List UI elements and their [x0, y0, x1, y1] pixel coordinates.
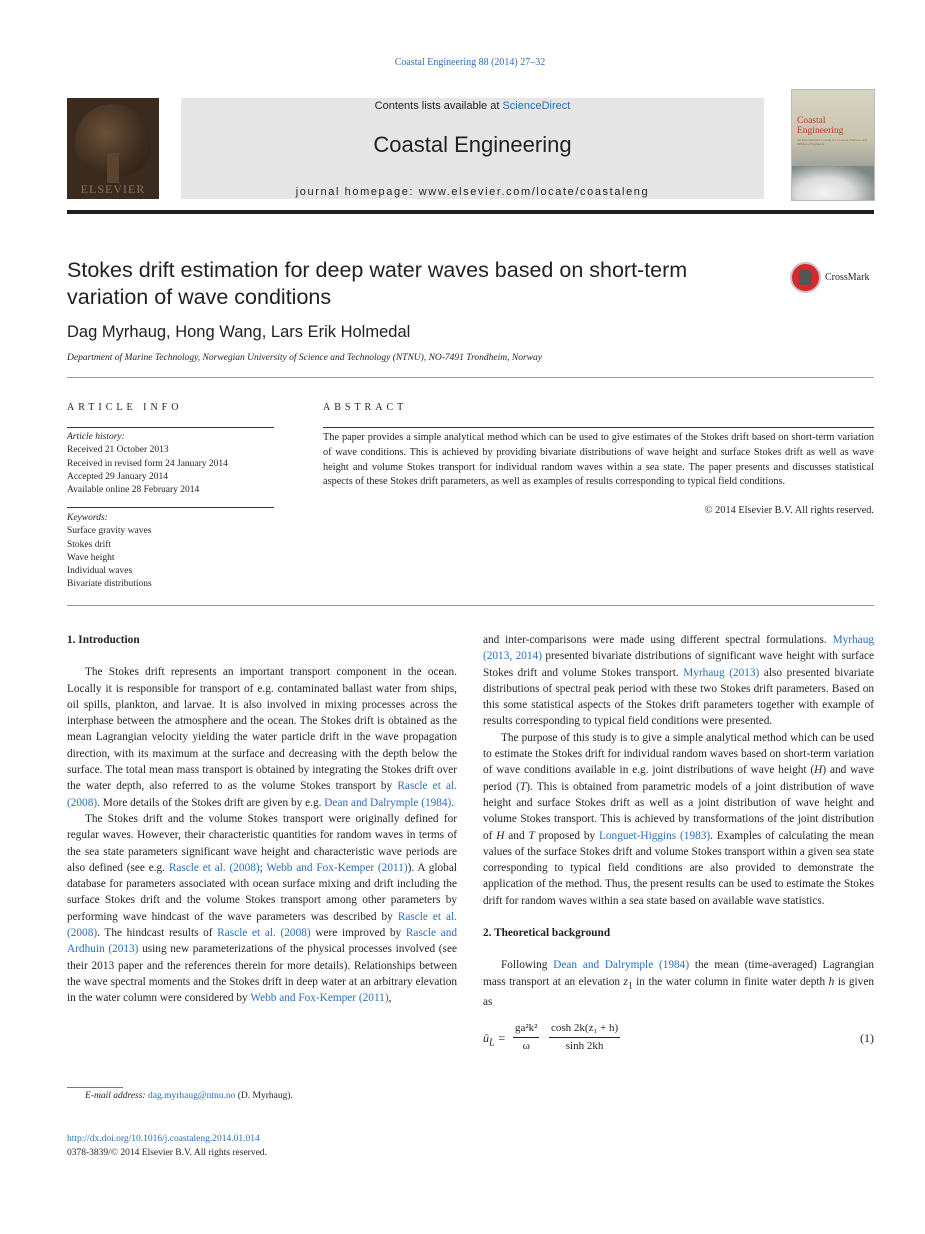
citation-link[interactable]: Myrhaug (2013, 2014) — [483, 634, 874, 663]
cover-wave-image — [792, 166, 874, 200]
body-column-left — [67, 632, 457, 1007]
issn-copyright: 0378-3839/© 2014 Elsevier B.V. All rights reserved. — [67, 1148, 267, 1158]
affiliation: Department of Marine Technology, Norwegian University of Science and Technology (NTNU), NO-7491 Trondheim, Norway — [67, 353, 542, 363]
cover-subtitle: An International Journal for Coastal, Harbour and Offshore Engineers — [797, 138, 867, 146]
paragraph: The Stokes drift represents an important transport component in the ocean. Locally it is responsible for transport of e.g. contaminated ballast water from ships, oil spills, plankton, and larvae. It is also involved in mixing processes across the interphase between the atmosphere and the ocean. The Stokes drift is obtained as the mean Lagrangian velocity yielding the water particle drift in the wave propagation direction, with its maximum at the surface and decreasing with the depth below the surface. The total mean mass transport is obtained by integrating the Stokes drift over the water depth, also referred to as the volume Stokes transport by Rascle et al. (2008). More details of the Stokes drift are given by e.g. Dean and Dalrymple (1984). — [67, 666, 457, 809]
citation-link[interactable]: Myrhaug (2013) — [683, 666, 760, 679]
doi-link[interactable]: http://dx.doi.org/10.1016/j.coastaleng.2014.01.014 — [67, 1134, 260, 1144]
author-list: Dag Myrhaug, Hong Wang, Lars Erik Holmedal — [67, 323, 411, 341]
equation-number: (1) — [860, 1031, 874, 1046]
equation-lhs: $ū_L$ = — [483, 1031, 506, 1049]
citation-link[interactable]: Rascle et al. (2008) — [67, 780, 457, 809]
citation-link[interactable]: Rascle and Ardhuin (2013) — [67, 927, 457, 956]
equation-1 — [483, 1020, 874, 1056]
crossmark-icon — [790, 262, 821, 293]
history-accepted: Accepted 29 January 2014 — [67, 471, 169, 482]
keywords-label: Keywords: — [67, 513, 108, 523]
divider — [67, 605, 874, 606]
citation-link[interactable]: Dean and Dalrymple (1984) — [553, 959, 690, 972]
paragraph: The purpose of this study is to give a simple analytical method which can be used to estimate the Stokes drift for individual random waves based on short-term variation of wave conditions available in e.g. joint distributions of wave height (H) and wave period (T). This is obtained from parametric models of a joint distribution of wave height and surface Stokes drift as well as a joint distribution of wave height and volume Stokes transport. This is achieved by transformations of the joint distribution of H and T proposed by Longuet-Higgins (1983). Examples of calculating the mean values of the surface Stokes drift and volume Stokes transport within a given sea state corresponding to typical field conditions are also provided to demonstrate the application of the method. Thus, the present results can be used to estimate the Stokes drift for random waves within a sea state based on available wave statistics. — [483, 731, 874, 907]
contents-line: Contents lists available at ScienceDirect — [374, 100, 571, 112]
article-info-heading: ARTICLE INFO — [67, 402, 183, 413]
divider — [67, 427, 274, 428]
abstract-heading: ABSTRACT — [323, 402, 408, 413]
history-label: Article history: — [67, 432, 125, 442]
section-heading: 2. Theoretical background — [483, 927, 611, 940]
paragraph: and inter-comparisons were made using different spectral formulations. Myrhaug (2013, 2014) presented bivariate distributions of significant wave height with surface Stokes drift and volume Stokes transport. Myrhaug (2013) also presented bivariate distributions of spectral peak period with these two Stokes drift parameters. Based on this some statistical aspects of the Stokes drift parameters together with example of results corresponding to typical field conditions were presented. — [483, 634, 874, 728]
abstract-text: The paper provides a simple analytical method which can be used to give estimates of the Stokes drift based on short-term variation of wave conditions. This is achieved by providing bivariate distributions of wave height and surface Stokes drift as well as wave height and volume Stokes transport for individual random waves within a sea state. The paper presents and discusses statistical aspects of these Stokes drift parameters, as well as examples of results corresponding to typical field conditions. — [323, 432, 874, 488]
keywords — [67, 512, 274, 592]
citation-link[interactable]: Longuet-Higgins (1983) — [599, 829, 711, 842]
sciencedirect-link[interactable]: ScienceDirect — [502, 100, 571, 112]
equation-fraction-1: $\frac{\text{ga²k²}}{\omega}$ — [515, 1022, 538, 1052]
divider — [67, 507, 274, 508]
tree-trunk-icon — [107, 153, 119, 183]
crossmark-label: CrossMark — [825, 272, 870, 283]
citation-link[interactable]: Rascle et al. (2008) — [67, 910, 458, 940]
footnote-rule — [67, 1087, 123, 1088]
divider — [67, 377, 874, 378]
citation-link[interactable]: Rascle et al. (2008) — [217, 927, 311, 940]
history-received: Received 21 October 2013 — [67, 445, 169, 456]
equation-fraction-2: $\frac{\text{cosh 2k(z₁ + h)}}{\sinh 2kh}$ — [551, 1022, 619, 1052]
keyword: Bivariate distributions — [67, 579, 152, 590]
crossmark-badge[interactable] — [790, 262, 880, 296]
citation-link[interactable]: Rascle et al. (2008) — [168, 861, 260, 874]
keyword: Wave height — [67, 552, 115, 563]
divider — [323, 427, 874, 428]
journal-homepage[interactable]: journal homepage: www.elsevier.com/locate/coastaleng — [295, 186, 650, 198]
paragraph: Following Dean and Dalrymple (1984) the mean (time-averaged) Lagrangian mass transport at an elevation $z_1$ in the water column in finite water depth h is given as — [483, 959, 874, 1009]
keyword: Individual waves — [67, 566, 133, 577]
keyword: Stokes drift — [67, 539, 112, 550]
citation-link[interactable]: Dean and Dalrymple (1984) — [324, 796, 452, 809]
history-revised: Received in revised form 24 January 2014 — [67, 458, 228, 469]
publisher-name: ELSEVIER — [80, 182, 146, 196]
body-column-right — [483, 632, 874, 1056]
journal-citation[interactable]: Coastal Engineering 88 (2014) 27–32 — [394, 57, 546, 68]
article-title: Stokes drift estimation for deep water waves based on short-term variation of wave conditions — [67, 258, 688, 309]
header-rule — [67, 210, 874, 214]
elsevier-logo[interactable] — [67, 98, 159, 199]
history-online: Available online 28 February 2014 — [67, 485, 200, 496]
abstract-copyright: © 2014 Elsevier B.V. All rights reserved. — [704, 505, 874, 516]
cover-title: Coastal Engineering — [797, 116, 844, 136]
journal-name: Coastal Engineering — [373, 132, 572, 157]
keyword: Surface gravity waves — [67, 526, 152, 537]
section-heading: 1. Introduction — [67, 634, 140, 646]
journal-cover-thumbnail[interactable] — [791, 89, 875, 201]
citation-link[interactable]: Webb and Fox-Kemper (2011) — [266, 861, 408, 874]
article-history — [67, 431, 274, 497]
footnote: E-mail address: dag.myrhaug@ntnu.no (D. Myrhaug). — [85, 1091, 293, 1101]
citation-link[interactable]: Webb and Fox-Kemper (2011) — [250, 992, 389, 1005]
paragraph: The Stokes drift and the volume Stokes transport were originally defined for regular waves. However, their characteristic quantities for random waves in terms of the sea state parameters significant wave height and characteristic wave periods are also defined (see e.g. Rascle et al. (2008); Webb and Fox-Kemper (2011)). A global database for parameters associated with ocean surface mixing and drift including the surface Stokes drift and the volume Stokes transport among other parameters by performing wave hindcast of the wave parameters was described by Rascle et al. (2008). The hindcast results of Rascle et al. (2008) were improved by Rascle and Ardhuin (2013) using new parameterizations of the physical processes involved (see their 2013 paper and the references therein for more details). Relationships between the wave spectral moments and the Stokes drift in deep water at an arbitrary elevation in the water column were considered by Webb and Fox-Kemper (2011), — [67, 812, 458, 1005]
email-link[interactable]: dag.myrhaug@ntnu.no — [147, 1091, 236, 1101]
